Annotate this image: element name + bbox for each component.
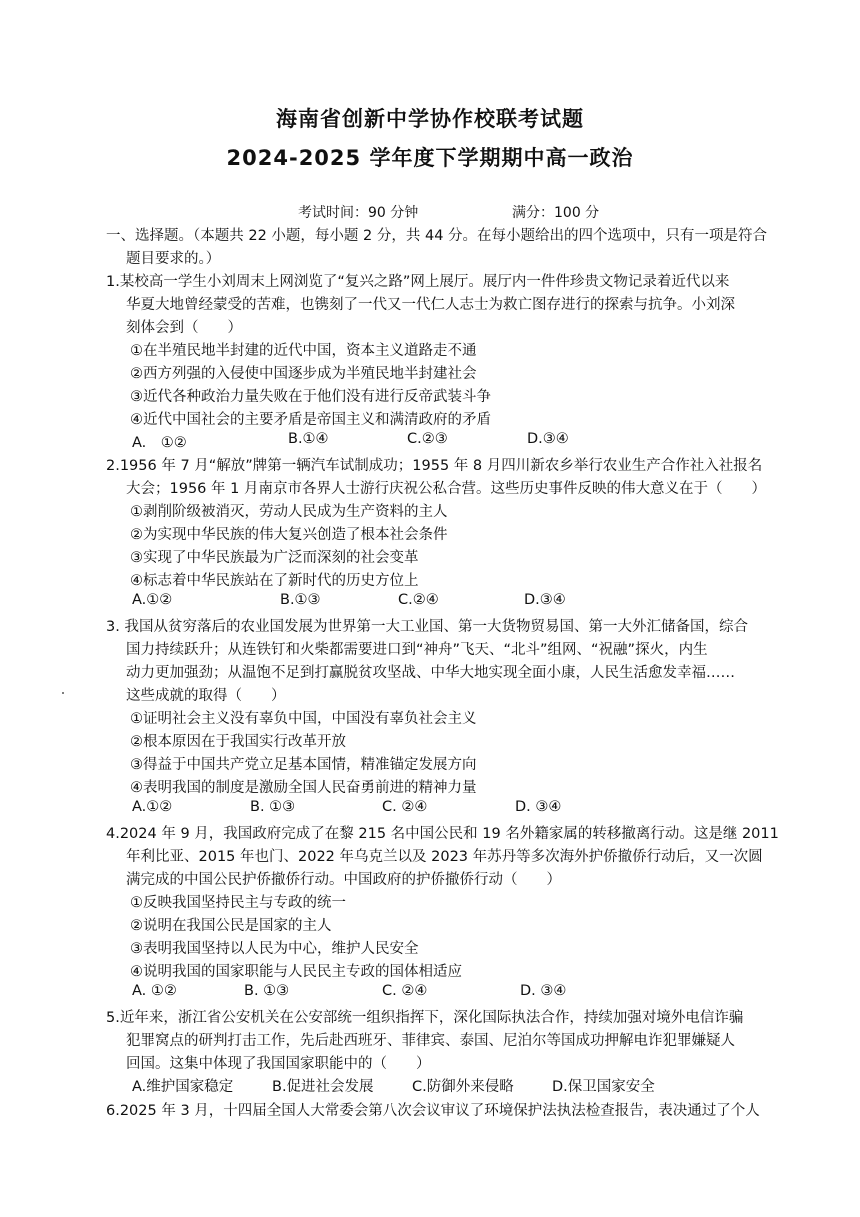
statement-item: ②西方列强的入侵使中国逐步成为半殖民地半封建社会 [130, 366, 477, 382]
option-d: D.③④ [524, 592, 566, 608]
option-a: A. ①② [132, 435, 187, 451]
option-a: A.①② [132, 799, 173, 815]
option-d: D. ③④ [520, 983, 567, 999]
question-stem-line: 2.1956 年 7 月“解放”牌第一辆汽车试制成功；1955 年 8 月四川新农乡举行农业生产合作社入社报名 [106, 458, 763, 474]
statement-item: ④说明我国的国家职能与人民民主专政的国体相适应 [130, 964, 462, 980]
scan-speck [62, 692, 64, 694]
statement-item: ②说明在我国公民是国家的主人 [130, 918, 332, 934]
question-stem-line: 6.2025 年 3 月，十四届全国人大常委会第八次会议审议了环境保护法执法检查报告，表决通过了个人 [106, 1103, 760, 1119]
statement-item: ①反映我国坚持民主与专政的统一 [130, 895, 346, 911]
section-heading: 一、选择题。（本题共 22 小题，每小题 2 分，共 44 分。在每小题给出的四个选项中，只有一项是符合 [106, 228, 768, 244]
option-b: B. ①③ [244, 983, 290, 999]
question-stem-line: 犯罪窝点的研判打击工作，先后赴西班牙、菲律宾、泰国、尼泊尔等国成功押解电诈犯罪嫌疑人 [126, 1033, 735, 1049]
option-c: C.②④ [398, 592, 439, 608]
question-stem-line: 4.2024 年 9 月，我国政府完成了在黎 215 名中国公民和 19 名外籍家属的转移撤离行动。这是继 2011 [106, 826, 779, 842]
option-c: C.防御外来侵略 [412, 1079, 514, 1095]
statement-item: ④表明我国的制度是激励全国人民奋勇前进的精神力量 [130, 780, 477, 796]
statement-item: ①剥削阶级被消灭，劳动人民成为生产资料的主人 [130, 504, 448, 520]
option-d: D.保卫国家安全 [552, 1079, 655, 1095]
option-a: A. ①② [132, 983, 177, 999]
option-b: B. ①③ [250, 799, 296, 815]
question-stem-line: 3. 我国从贫穷落后的农业国发展为世界第一大工业国、第一大货物贸易国、第一大外汇储备国，综合 [106, 619, 748, 635]
question-stem-line: 动力更加强劲；从温饱不足到打赢脱贫攻坚战、中华大地实现全面小康，人民生活愈发幸福…… [126, 665, 735, 681]
option-b: B.①④ [288, 431, 329, 447]
question-stem-line: 1.某校高一学生小刘周末上网浏览了“复兴之路”网上展厅。展厅内一件件珍贵文物记录着近代以来 [106, 274, 730, 290]
section-heading-cont: 题目要求的。） [126, 251, 221, 267]
statement-item: ①证明社会主义没有辜负中国，中国没有辜负社会主义 [130, 711, 477, 727]
question-stem-line: 国力持续跃升；从连铁钉和火柴都需要进口到“神舟”飞天、“北斗”组网、“祝融”探火，内生 [126, 642, 708, 658]
option-a: A.维护国家稳定 [132, 1079, 234, 1095]
statement-item: ④标志着中华民族站在了新时代的历史方位上 [130, 573, 419, 589]
statement-item: ③得益于中国共产党立足基本国情，精准锚定发展方向 [130, 757, 477, 773]
question-stem-line: 5.近年来，浙江省公安机关在公安部统一组织指挥下，深化国际执法合作，持续加强对境外电信诈骗 [106, 1010, 744, 1026]
question-stem-line: 华夏大地曾经蒙受的苦难，也镌刻了一代又一代仁人志士为救亡图存进行的探索与抗争。小刘深 [126, 297, 735, 313]
option-c: C.②③ [407, 431, 448, 447]
statement-item: ①在半殖民地半封建的近代中国，资本主义道路走不通 [130, 343, 477, 359]
question-stem-line: 刻体会到（ ） [126, 320, 242, 336]
statement-item: ②为实现中华民族的伟大复兴创造了根本社会条件 [130, 527, 448, 543]
statement-item: ④近代中国社会的主要矛盾是帝国主义和满清政府的矛盾 [130, 412, 491, 428]
question-stem-line: 满完成的中国公民护侨撤侨行动。中国政府的护侨撤侨行动（ ） [126, 872, 561, 888]
statement-item: ③表明我国坚持以人民为中心，维护人民安全 [130, 941, 419, 957]
exam-subtitle: 2024-2025 学年度下学期期中高一政治 [226, 146, 634, 170]
full-score: 满分：100 分 [512, 205, 600, 221]
statement-item: ③实现了中华民族最为广泛而深刻的社会变革 [130, 550, 419, 566]
exam-title: 海南省创新中学协作校联考试题 [276, 107, 584, 131]
statement-item: ②根本原因在于我国实行改革开放 [130, 734, 346, 750]
option-d: D. ③④ [515, 799, 562, 815]
option-d: D.③④ [527, 431, 569, 447]
option-c: C. ②④ [382, 799, 428, 815]
option-c: C. ②④ [382, 983, 428, 999]
statement-item: ③近代各种政治力量失败在于他们没有进行反帝武装斗争 [130, 389, 491, 405]
question-stem-line: 大会；1956 年 1 月南京市各界人士游行庆祝公私合营。这些历史事件反映的伟大意义在于（ ） [126, 481, 766, 497]
question-stem-line: 回国。这集中体现了我国国家职能中的（ ） [126, 1056, 431, 1072]
exam-time: 考试时间：90 分钟 [298, 205, 419, 221]
option-b: B.①③ [280, 592, 321, 608]
option-a: A.①② [132, 592, 173, 608]
question-stem-line: 这些成就的取得（ ） [126, 688, 286, 704]
option-b: B.促进社会发展 [272, 1079, 374, 1095]
question-stem-line: 年利比亚、2015 年也门、2022 年乌克兰以及 2023 年苏丹等多次海外护侨撤侨行动后，又一次圆 [126, 849, 763, 865]
